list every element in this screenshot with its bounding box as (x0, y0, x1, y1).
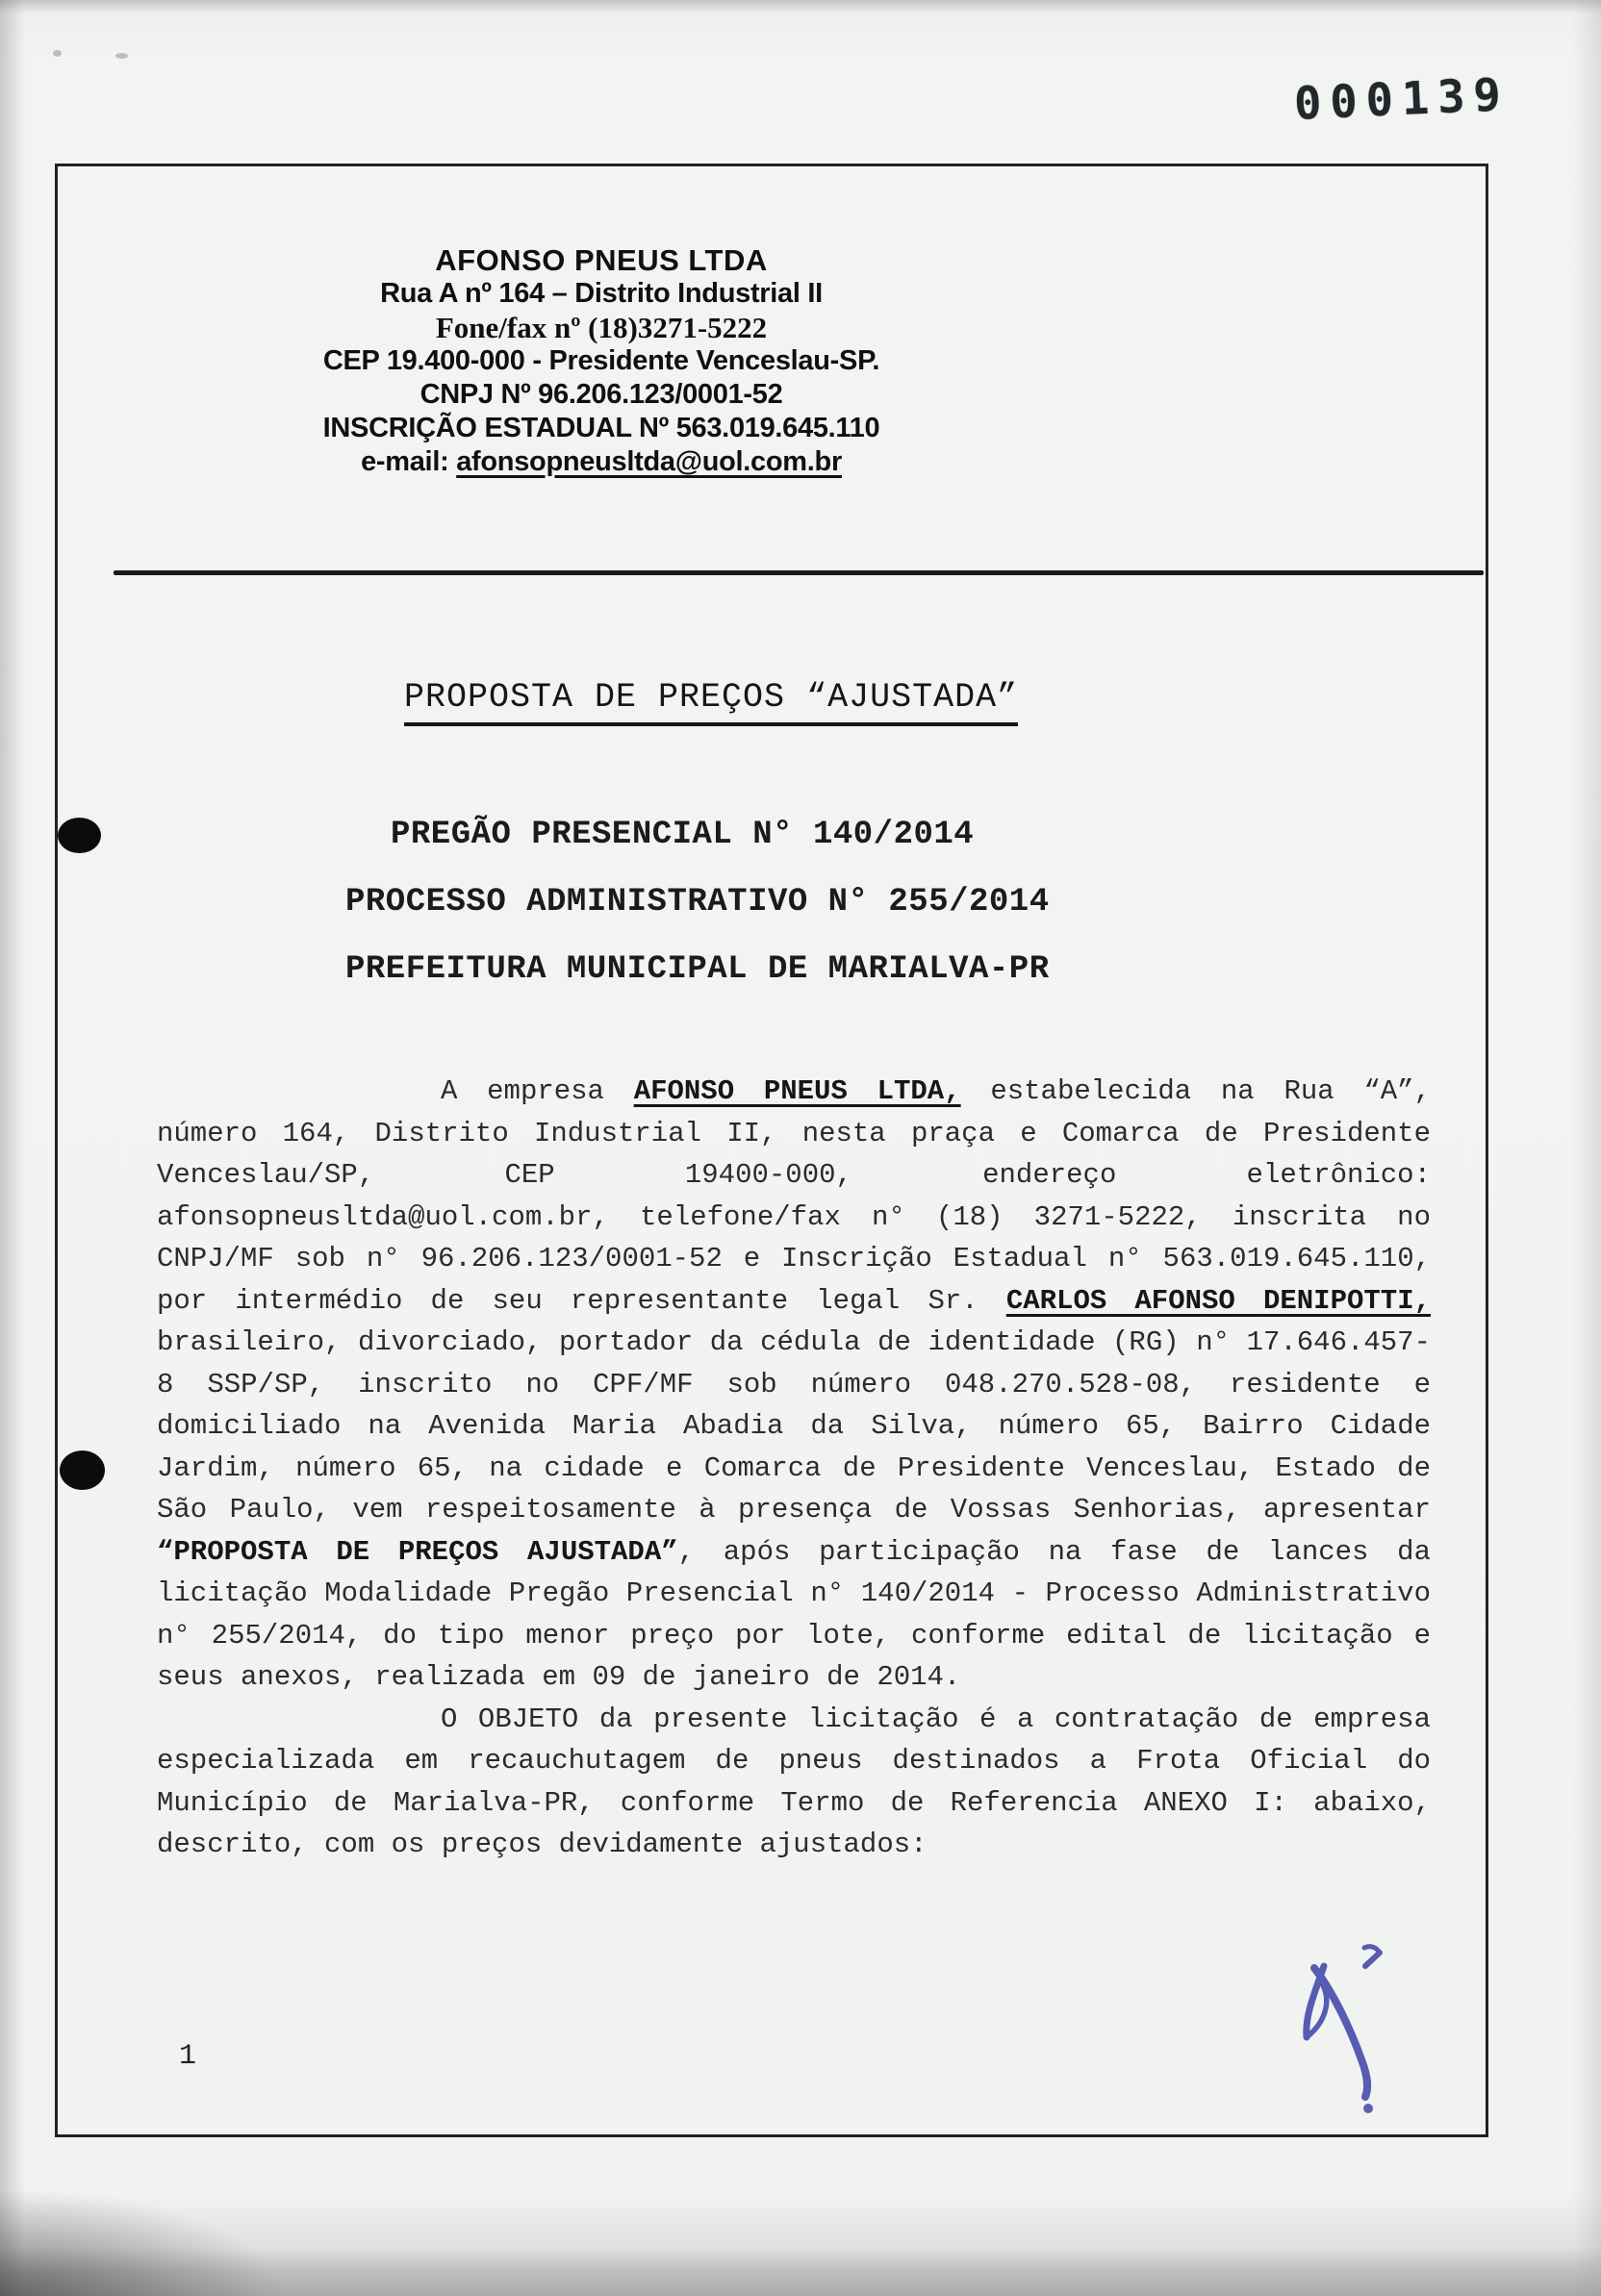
hole-punch-mark (60, 1451, 105, 1490)
email-label: e-mail: (361, 446, 449, 477)
company-name: AFONSO PNEUS LTDA (435, 243, 768, 277)
company-cep: CEP 19.400-000 - Presidente Venceslau-SP. (322, 345, 880, 376)
document-body (157, 1071, 1431, 1866)
document-subtitles (345, 817, 1050, 1019)
scan-speck (115, 53, 128, 59)
document-title: PROPOSTA DE PREÇOS “AJUSTADA” (404, 678, 1018, 717)
pen-dot (1363, 2104, 1373, 2113)
company-inscricao-estadual: INSCRIÇÃO ESTADUAL Nº 563.019.645.110 (322, 413, 880, 443)
company-address: Rua A nº 164 – Distrito Industrial II (380, 278, 823, 309)
page-number: 1 (179, 2040, 197, 2073)
company-phone: Fone/fax nº (18)3271-5222 (435, 311, 768, 344)
company-cnpj: CNPJ Nº 96.206.123/0001-52 (419, 379, 783, 410)
subtitle-prefeitura: PREFEITURA MUNICIPAL DE MARIALVA-PR (345, 951, 1050, 988)
company-email: afonsopneusltda@uol.com.br (456, 446, 842, 477)
company-email-line (106, 445, 1097, 479)
body-paragraph: A empresa AFONSO PNEUS LTDA, estabelecida na Rua “A”, número 164, Distrito Industrial II, nesta praça e Comarca de Presidente Venceslau/SP, CEP 19400-000, endereço eletrônico: afonsopneusltda@uol.com.br, telefone/fax n° (18) 3271-5222, inscrita no CNPJ/MF sob n° 96.206.123/0001-52 e Inscrição Estadual n° 563.019.645.110, por intermédio de seu representante legal Sr. CARLOS AFONSO DENIPOTTI, brasileiro, divorciado, portador da cédula de identidade (RG) n° 17.646.457-8 SSP/SP, inscrito no CPF/MF sob número 048.270.528-08, residente e domiciliado na Avenida Maria Abadia da Silva, número 65, Bairro Cidade Jardim, número 65, na cidade e Comarca de Presidente Venceslau, Estado de São Paulo, vem respeitosamente à presença de Vossas Senhorias, apresentar “PROPOSTA DE PREÇOS AJUSTADA”, após participação na fase de lances da licitação Modalidade Pregão Presencial n° 140/2014 - Processo Administrativo n° 255/2014, do tipo menor preço por lote, conforme edital de licitação e seus anexos, realizada em 09 de janeiro de 2014. (157, 1075, 1432, 1693)
letterhead (106, 243, 1097, 479)
scan-speck (53, 50, 62, 57)
signature-scribble (1191, 1893, 1441, 2162)
body-paragraph: O OBJETO da presente licitação é a contratação de empresa especializada em recauchutagem de pneus destinados a Frota Oficial do Município de Marialva-PR, conforme Termo de Referencia ANEXO I: abaixo, descrito, com os preços devidamente ajustados: (157, 1703, 1431, 1860)
document-frame (55, 164, 1488, 2137)
hole-punch-mark (58, 818, 101, 853)
subtitle-pregao: PREGÃO PRESENCIAL N° 140/2014 (391, 817, 975, 853)
letterhead-divider-rule (114, 570, 1484, 575)
subtitle-processo: PROCESSO ADMINISTRATIVO N° 255/2014 (345, 884, 1050, 921)
folio-stamp-number: 000139 (1292, 67, 1511, 132)
